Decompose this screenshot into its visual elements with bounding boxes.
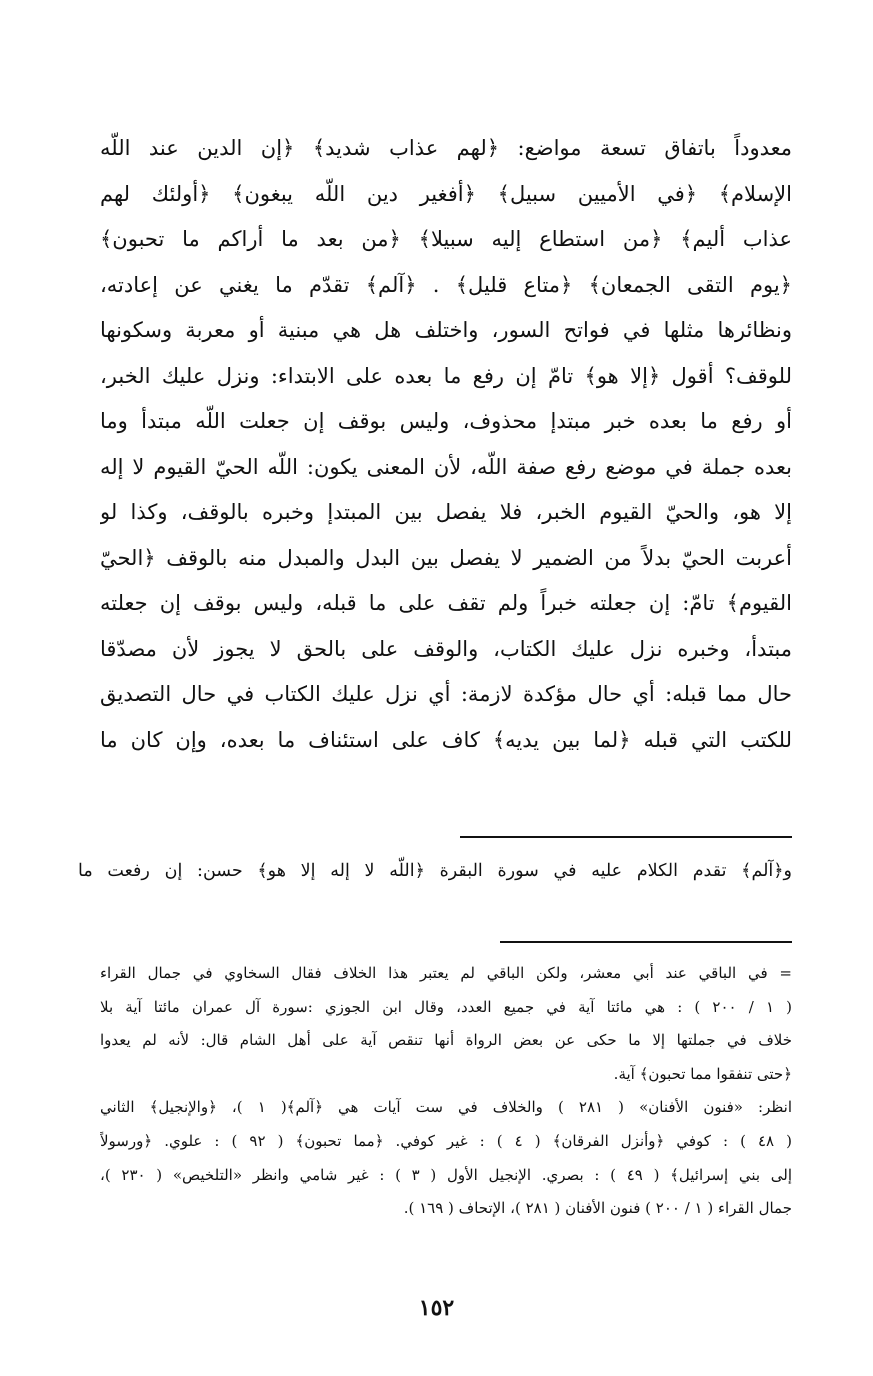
- main-text-line: للوقف؟ أقول ﴿إلا هو﴾ تامّ إن رفع ما بعده على الابتداء: ونزل عليك الخبر،: [100, 363, 792, 388]
- footnote-line: إلى بني إسرائيل﴾ ( ٤٩ ) : بصري. الإنجيل الأول ( ٣ ) : غير شامي وانظر «التلخيص» ( ٢٣٠ )،: [100, 1165, 792, 1184]
- footnote-line: خلاف في جملتها إلا ما حكى عن بعض الرواة أنها تنقص آية على أهل الشام قال: لأنه لم يعدوا: [100, 1031, 792, 1050]
- footnote-line: ( ٤٨ ) : كوفي ﴿وأنزل الفرقان﴾ ( ٤ ) : غير كوفي. ﴿مما تحبون﴾ ( ٩٢ ) : علوي. ﴿ورسولاً: [100, 1131, 792, 1150]
- page-number: ١٥٢: [418, 1295, 455, 1321]
- main-text-line: عذاب أليم﴾ ﴿من استطاع إليه سبيلا﴾ ﴿من بعد ما أراكم ما تحبون﴾: [100, 227, 792, 251]
- main-text-line: الإسلام﴾ ﴿في الأميين سبيل﴾ ﴿أفغير دين اللّه يبغون﴾ ﴿أولئك لهم: [100, 181, 792, 206]
- main-text-line: حال مما قبله: أي حال مؤكدة لازمة: أي نزل عليك الكتاب في حال التصديق: [100, 682, 792, 706]
- footnote-line: انظر: «فنون الأفنان» ( ٢٨١ ) والخلاف في ست آيات هي ﴿آلم﴾( ١ )، ﴿والإنجيل﴾ الثاني: [100, 1098, 792, 1117]
- footnotes-block: [100, 957, 792, 1226]
- footnote-line: ﴿حتى تنفقوا مما تحبون﴾ آية.: [613, 1064, 792, 1083]
- main-text-line: إلا هو، والحيّ القيوم الخبر، فلا يفصل بين المبتدإ وخبره بالوقف، وكذا لو: [100, 500, 792, 524]
- footnote-separator-rule: [500, 941, 792, 943]
- main-text-line: ونظائرها مثلها في فواتح السور، واختلف هل هي مبنية أو معربة وسكونها: [100, 318, 792, 342]
- main-text-line: بعده جملة في موضع رفع صفة اللّه، لأن المعنى يكون: اللّه الحيّ القيوم لا إله: [100, 454, 792, 479]
- lower-commentary-line: و﴿آلم﴾ تقدم الكلام عليه في سورة البقرة ﴿اللّه لا إله إلا هو﴾ حسن: إن رفعت ما: [78, 861, 792, 881]
- footnote-line: = في الباقي عند أبي معشر، ولكن الباقي لم يعتبر هذا الخلاف فقال السخاوي في جمال القراء: [100, 964, 792, 982]
- main-text-line: أعربت الحيّ بدلاً من الضمير لا يفصل بين البدل والمبدل منه بالوقف ﴿الحيّ: [100, 545, 792, 570]
- footnote-line: جمال القراء ( ١ / ٢٠٠ ) فنون الأفنان ( ٢٨١ )، الإتحاف ( ١٦٩ ).: [403, 1199, 792, 1218]
- main-text-line: مبتدأ، وخبره نزل عليك الكتاب، والوقف على بالحق لا يجوز لأن مصدّقا: [100, 636, 792, 661]
- main-text-line: القيوم﴾ تامّ: إن جعلته خبراً ولم تقف على ما قبله، وليس بوقف إن جعلته: [100, 591, 792, 615]
- separator-rule-upper: [460, 836, 792, 838]
- main-text-line: معدوداً باتفاق تسعة مواضع: ﴿لهم عذاب شديد﴾ ﴿إن الدين عند اللّه: [100, 136, 792, 160]
- footnote-line: ( ١ / ٢٠٠ ) : هي مائتا آية في جميع العدد، وقال ابن الجوزي :سورة آل عمران مائتا آية بلا: [100, 997, 792, 1016]
- main-text-line: ﴿يوم التقى الجمعان﴾ ﴿متاع قليل﴾ . ﴿آلم﴾ تقدّم ما يغني عن إعادته،: [100, 272, 792, 297]
- main-text-block: [100, 126, 792, 763]
- main-text-line: أو رفع ما بعده خبر مبتدإ محذوف، وليس بوقف إن جعلت اللّه مبتدأ وما: [100, 409, 792, 433]
- main-text-line: للكتب التي قبله ﴿لما بين يديه﴾ كاف على استئناف ما بعده، وإن كان ما: [100, 727, 792, 752]
